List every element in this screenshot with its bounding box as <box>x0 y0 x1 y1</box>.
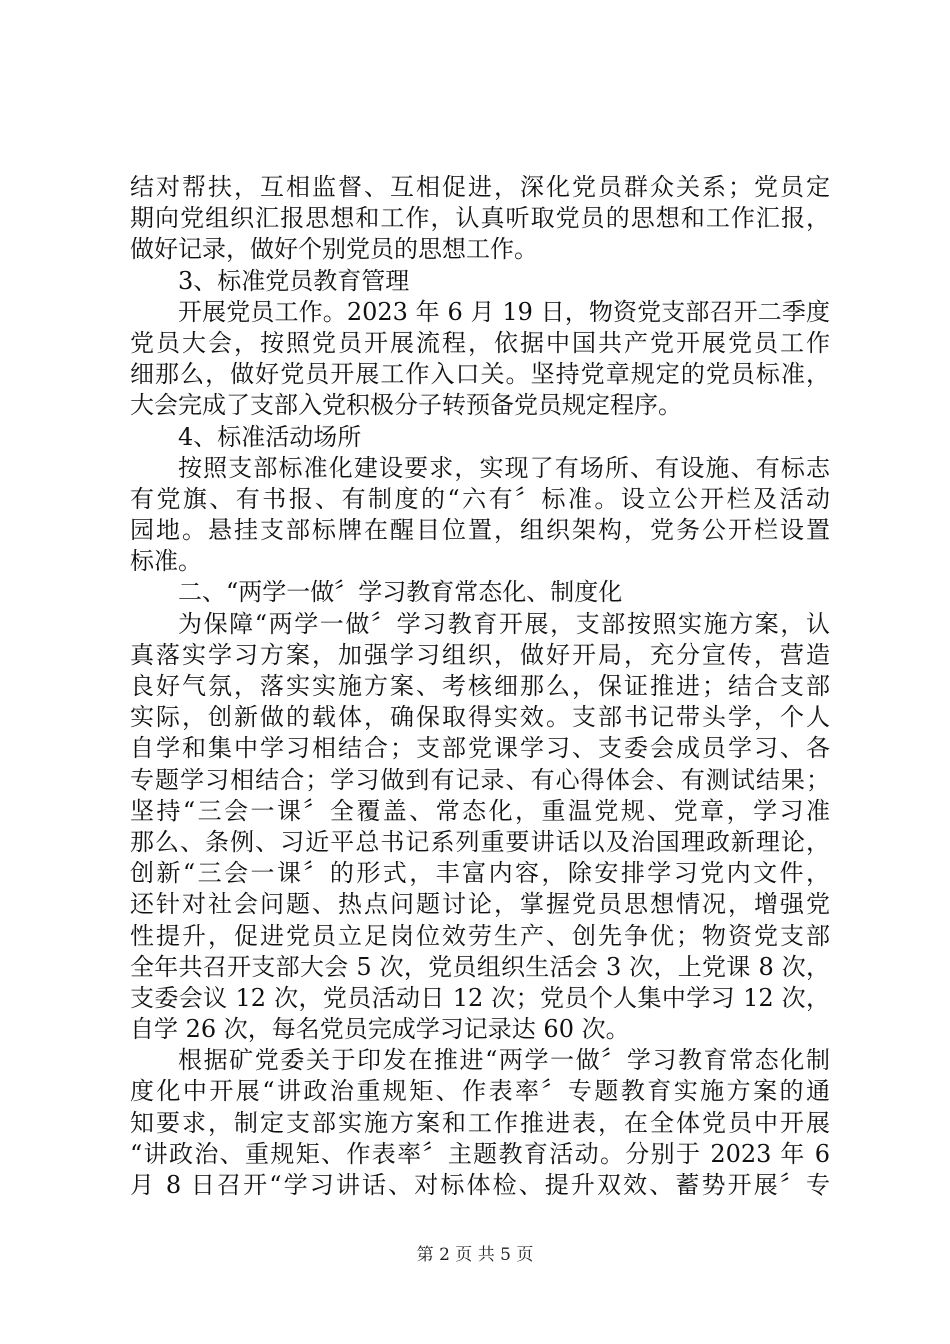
text-line: 自学和集中学习相结合；支部党课学习、支委会成员学习、各 <box>130 734 830 763</box>
text-line: 大会完成了支部入党积极分子转预备党员规定程序。 <box>130 391 682 420</box>
text-line: 创新“三会一课〞的形式，丰富内容，除安排学习党内文件， <box>130 859 830 888</box>
text-line: 做好记录，做好个别党员的思想工作。 <box>130 235 538 264</box>
text-line: 二、“两学一做〞学习教育常态化、制度化 <box>178 578 623 607</box>
text-line: 细那么，做好党员开展工作入口关。坚持党章规定的党员标准， <box>130 360 830 389</box>
text-line: 度化中开展“讲政治重规矩、作表率〞专题教育实施方案的通 <box>130 1077 830 1106</box>
document-body <box>130 172 830 1201</box>
text-line: 根据矿党委关于印发在推进“两学一做〞学习教育常态化制 <box>178 1046 830 1075</box>
text-line: 实际，创新做的载体，确保取得实效。支部书记带头学，个人 <box>130 703 830 732</box>
text-line: 全年共召开支部大会 5 次，党员组织生活会 3 次，上党课 8 次， <box>130 952 830 981</box>
text-line: 还针对社会问题、热点问题讨论，掌握党员思想情况，增强党 <box>130 890 830 919</box>
text-line: 结对帮扶，互相监督、互相促进，深化党员群众关系；党员定 <box>130 173 830 201</box>
text-line: 按照支部标准化建设要求，实现了有场所、有设施、有标志 <box>178 453 830 482</box>
text-line: “讲政治、重规矩、作表率〞主题教育活动。分别于 2023 年 6 <box>130 1139 830 1168</box>
text-line: 园地。悬挂支部标牌在醒目位置，组织架构，党务公开栏设置 <box>130 516 830 545</box>
text-line: 为保障“两学一做〞学习教育开展，支部按照实施方案，认 <box>178 609 830 638</box>
text-line: 那么、条例、习近平总书记系列重要讲话以及治国理政新理论， <box>130 827 830 856</box>
text-line: 4、标准活动场所 <box>178 422 362 451</box>
text-line: 专题学习相结合；学习做到有记录、有心得体会、有测试结果； <box>130 765 830 794</box>
text-line: 自学 26 次，每名党员完成学习记录达 60 次。 <box>130 1015 630 1044</box>
text-line: 开展党员工作。2023 年 6 月 19 日，物资党支部召开二季度 <box>178 297 830 326</box>
text-line: 党员大会，按照党员开展流程，依据中国共产党开展党员工作 <box>130 328 830 357</box>
page-footer: 第 2 页 共 5 页 <box>416 1245 534 1265</box>
text-line: 知要求，制定支部实施方案和工作推进表，在全体党员中开展 <box>130 1108 830 1137</box>
text-line: 支委会议 12 次，党员活动日 12 次；党员个人集中学习 12 次， <box>130 983 830 1012</box>
text-line: 月 8 日召开“学习讲话、对标体检、提升双效、蓄势开展〞专 <box>130 1171 830 1199</box>
text-line: 标准。 <box>130 547 202 576</box>
text-line: 真落实学习方案，加强学习组织，做好开局，充分宣传，营造 <box>130 640 830 669</box>
text-line: 性提升，促进党员立足岗位效劳生产、创先争优；物资党支部 <box>130 921 830 950</box>
text-line: 3、标准党员教育管理 <box>178 266 410 295</box>
text-line: 有党旗、有书报、有制度的“六有〞标准。设立公开栏及活动 <box>130 484 830 513</box>
text-line: 良好气氛，落实实施方案、考核细那么，保证推进；结合支部 <box>130 672 830 700</box>
text-line: 坚持“三会一课〞全覆盖、常态化，重温党规、党章，学习准 <box>130 796 830 825</box>
text-line: 期向党组织汇报思想和工作，认真听取党员的思想和工作汇报， <box>130 204 830 233</box>
